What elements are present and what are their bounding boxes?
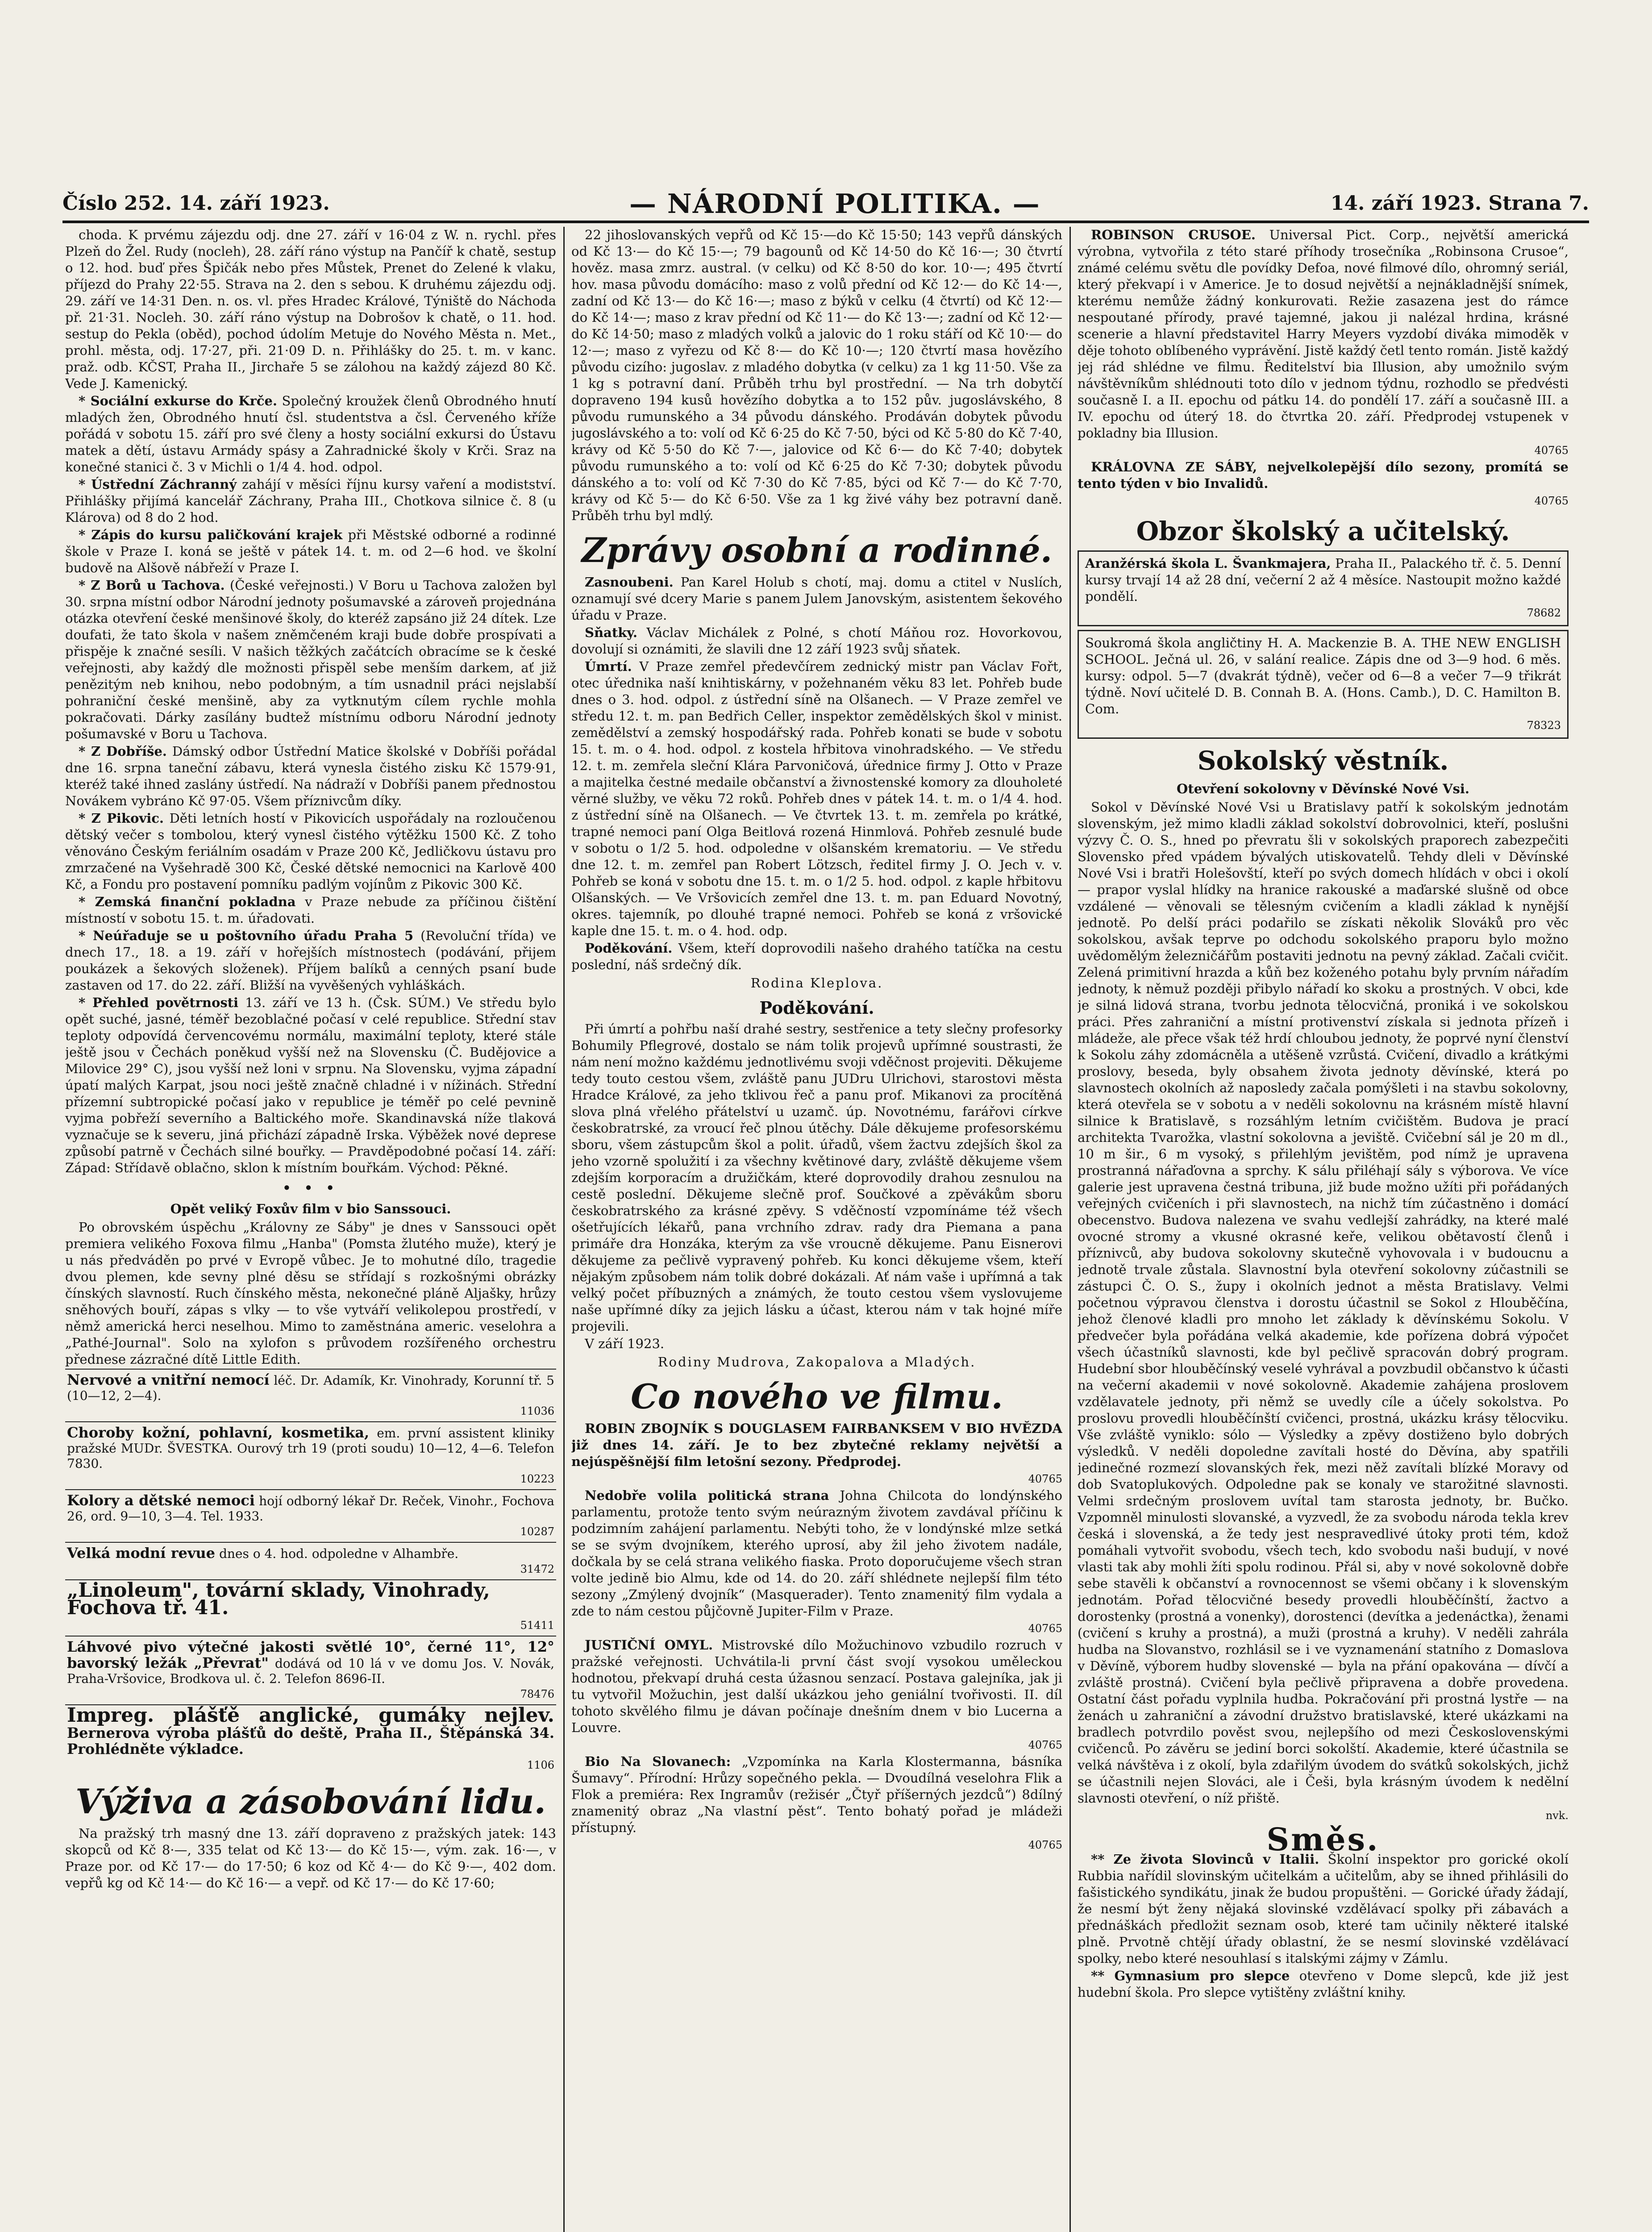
news-item (65, 928, 556, 994)
column-3 (1078, 227, 1569, 2232)
ad-code: 40765 (1028, 1839, 1062, 1851)
news-text: 13. září ve 13 h. (Čsk. SÚM.) Ve středu bylo opět suché, jasné, téměř bezoblačné počasí v celé republice. Střední stav teploty odpovídá červencovému normálu, maximální teploty, které stále ještě jsou v Čechách poněkud vyšší než na Slovensku (Č. Budějovice a Milovice 29° C), jsou vyšší než loni v srpnu. Na Slovensku, vyjma západní úpatí malých Karpat, jsou noci ještě značně chladné i v nížinách. Střední přízemní subtropické počasí jako v republice je téměř po celé pevnině vyjma pobřeží severního a Baltického moře. Skandinavská níže tlaková vyznačuje se k severu, jiná přichází západně Irska. Výběžek nové deprese způsobí patrně v Čechách silné bouřky. — Pravděpodobné počasí 14. září: Západ: Střídavě oblačno, sklon k místním bouřkám. Východ: Pěkné. (65, 995, 556, 1175)
news-item (65, 810, 556, 893)
news-item (65, 743, 556, 809)
section-heading-film: Co nového ve filmu. (631, 1377, 1003, 1416)
ad-code: 51411 (520, 1619, 554, 1632)
classified-ad (65, 1369, 556, 1421)
news-text: při Městské odborné a rodinné škole v Praze I. koná se ještě v pátek 14. t. m. od 2—6 hod. ve školní budově na Alšově nábřeží v Praze I. (65, 527, 556, 575)
ad-text: léč. Dr. Adamík, Kr. Vinohrady, Korunní tř. 5 (10—12, 2—4). (67, 1373, 554, 1403)
ad-code: 40765 (1534, 444, 1569, 457)
film-item (571, 1420, 1062, 1470)
news-text: Děti letních hostí v Pikovicích uspořádaly na rozloučenou dětský večer s tombolou, který vynesl čistého výtěžku 1500 Kč. Z toho věnováno Českým feriálním osadám v Praze 200 Kč, Jedličkovu ústavu pro zmrzačené na Vyšehradě 300 Kč, České dětské nemocnici na Karlově 400 Kč, a Fondu pro postavení pomníku padlým vojínům z Pikovic 300 Kč. (65, 811, 556, 892)
news-item (65, 393, 556, 475)
article-text: 22 jihoslovanských vepřů od Kč 15·—do Kč 15·50; 143 vepřů dánských od Kč 13·— do Kč 15·—; 79 bagounů od Kč 14·50 do Kč 16·—; 30 čtvrtí hověz. masa zmrz. austral. (v celku) od Kč 8·50 do kor. 10·—; 495 čtvrtí hov. masa původu domácího: maso z volů přední od Kč 12·— do Kč 14·—, zadní od Kč 13·— do Kč 16·—; maso z býků v celku (4 čtvrtí) od Kč 12·— do Kč 14·—; maso z krav přední od Kč 11·— do Kč 13·—; zadní od Kč 12·— do Kč 14·50; maso z mladých volků a jalovic do 1 roku stáří od Kč 10·— do 12·—; maso z vyřezu od Kč 8·— do Kč 10·—; 120 čtvrtí masa hovězího původu cizího: jugoslav. z mladého dobytka (v celku) za 1 kg 11·50. Vše za 1 kg s potravní daní. Průběh trhu byl prostřední. — Na trh dobytčí dopraveno 194 kusů hovězího dobytka a to 152 pův. jugoslávského, 8 původu rumunského a 34 původu dánského. Prodáván dobytek původu jugoslávského a to: volí od Kč 6·25 do Kč 7·50, býci od Kč 5·80 do Kč 7·40, krávy od Kč 5·50 do Kč 7·—, jalovice od Kč 6·— do Kč 7·40; dobytek původu rumunského a to: volí od Kč 6·25 do Kč 7·30; dobytek původu dánského a to: volí od Kč 7·30 do Kč 7·85, býci od Kč 7·— do Kč 7·70, krávy od Kč 5·— do Kč 6·50. Vše za 1 kg živé váhy bez potravní daně. Průběh trhu byl mdlý. (571, 227, 1062, 523)
ad-code: 31472 (520, 1563, 554, 1575)
news-item (65, 995, 556, 1176)
news-title: ** Ze života Slovinců v Italii. (1091, 1852, 1319, 1867)
ad-title: Choroby kožní, pohlavní, kosmetika, (67, 1424, 370, 1441)
film-item (1078, 227, 1569, 441)
ad-code: 40765 (1028, 1622, 1062, 1635)
ad-code: 10287 (520, 1525, 554, 1538)
section-heading-obzor: Obzor školský a učitelský. (1136, 516, 1510, 546)
article-text: Na pražský trh masný dne 13. září dopraveno z pražských jatek: 143 skopců od Kč 8·—, 335 telat od Kč 13·— do Kč 15·—, vým. zak. 16·—, v Praze por. od Kč 17·— do 17·50; 6 koz od Kč 4·— do Kč 9·—, 402 dom. vepřů kg od Kč 14·— do Kč 16·— a vepř. od Kč 17·— do Kč 17·60; (65, 1826, 556, 1891)
newspaper-title: — NÁRODNÍ POLITIKA. — (629, 188, 1040, 220)
news-text: v Praze nebude za příčinou čištění místností v sobotu 15. t. m. úřadovati. (65, 894, 556, 926)
film-text: Johna Chilcota do londýnského parlamentu, protože tento svým neúrazným životem zavdával příčinu k podzimním zahájení parlamentu. Nebýti toho, že v londýnské mlze setká se se svým dvojníkem, kterého uprosí, aby žil jeho životem nadále, dočkala by se celá strana velikého fiaska. Proto doporučujeme všech stran volte jedině bio Almu, kde od 14. do 20. září shlédnete nejlepší film této sezony „Zmýlený dvojník“ (Masquerader). Tento znamenitý film vydala a zde to nám cestou půjčovně Jupiter-Film v Praze. (571, 1488, 1062, 1619)
news-title: ** Gymnasium pro slepce (1091, 1968, 1290, 1983)
sokol-subheading: Otevření sokolovny v Děvínské Nové Vsi. (1177, 781, 1469, 796)
news-title: * Ústřední Záchranný (79, 477, 237, 492)
classified-ad (65, 1579, 556, 1636)
school-ad-title: Aranžérská škola L. Švankmajera, (1085, 556, 1331, 571)
ad-title: „Linoleum", tovární sklady, Vinohrady, (67, 1579, 490, 1602)
news-text: Pan Karel Holub s chotí, maj. domu a ctitel v Nuslích, oznamují své dcery Marie s panem Julem Janovským, asistentem šekového úřadu v Praze. (571, 575, 1062, 623)
news-item (1078, 1851, 1569, 1967)
news-title: Sňatky. (585, 625, 637, 640)
film-title: Bio Na Slovanech: (585, 1754, 731, 1769)
sokol-text: Sokol v Děvínské Nové Vsi u Bratislavy patří k sokolským jednotám slovenským, jež mimo kladli základ sokolství dobrovolnici, kteří, poslušni výzvy Č. O. S., hned po převratu šli v sokolských praporech zabezpečiti Slovensko před vpádem bývalých utiskovatelů. Tehdy dleli v Děvínské Nové Vsi i bratři Holešovští, kteří po svých domech hlídách v obci i okolí — prapor vyslal hlídky na hranice rakouské a maďarské slušně od obce vzdálené — věnovali se tělesným cvičením a kladli základ k nynější jednotě. Po delší práci podařilo se získati několik Slováků pro věc sokolskou, avšak teprve po odchodu sokolského praporu bylo možno uvědomělým železničářům postaviti jednotu na pevný základ. Začali cvičit. Zelená primitivní hrazda a kůň bez koženého potahu byly prvním nářadím jednoty, k němuž později přibylo nářadí ko skoku a prostných. V obci, kde je silná lidová strana, tvorbu jednota tělocvičná, proniká i ve sokolskou práci. Přes zahraniční a místní protivenství získala si jednota přízeň i mládeže, ale přece však též hrdí chloubou jednoty, že poprvé nyní členství k Sokolu záhy zdomácněla a utěšeně vzrůstá. Cvičení, divadlo a krátkými proslovy, beseda, byly obsahem života jednoty děvínské, která po slavnostech okolních až naposledy začala pomýšleti i na stavbu sokolovny, která otevřela se v sobotu a v neděli sokolovnu na krásném místě hlavní silnice k Bratislavě, s rozsáhlým letním cvičištěm. Budova je prací architekta Tvarožka, vlastní sokolovna a jeviště. Cvičební sál je 20 m dl., 10 m šir., 6 m vysoký, s přilehlým jevištěm, pod nímž je upravena prostranná nářaďovna a sprchy. K sálu přiléhají sály s výborova. Ve více galerie jest upravena čestná tribuna, již bude možno užíti při pořádaných veřejných cvičeních i při slavnostech, na nichž tím zúčastněno i domácí obecenstvo. Budova nalezena ve svahu vedlejší zahrádky, na které malé ovocné stromy a vkusné okrasné keře, velikou obětavostí členů i příznivců, aby budova sokolovny skutečně vyhovovala i v budoucnu a jednotě trvale zůstala. Slavnostní byla otevření sokolovny zúčastnili se zástupci Č. O. S., župy i okolních jednot a města Bratislavy. Velmi početnou výpravou členstva i dorostu účastnil se Sokol z Hlouběčína, jehož členové kladli pro mnoho let základy k děvínskému Sokolu. V předvečer byla pořádána velká akademie, kde pořízena dobrá výpočet všech účastníků slavnosti, kde byl pečlivě spracován dobrý program. Hudební sbor hlouběčínský veselé vyhrával a povzbudil občanstvo k účasti na večerní akademii v nové sokolovně. Akademie zahájena proslovem vzdělavatele jednoty, při němž se uvedly cíle a účely sokolstva. Po proslovu provedli hlouběčínští cvičenci, prostná, ukázku krásy tělocviku. Vše zvláště vyniklo: sólo — Výsledky a zpěvy dostiženo bylo dobrých výsledků. V neděli dopoledne zavítali hosté do Děvína, aby spatřili jedinečné rozmezí slovanských řek, mezi něž zavítali blízké Moravy od dob Svatoplukových. Odpoledne pak se konaly ve starožitné slavnosti. Velmi srdečným proslovem uvítal tam starosta jednoty, br. Bučko. Vzpomněl minulosti slovanské, a vyzvedl, že za svobodu národa tekla krev česká i slovenská, a že tedy jest nespravedlivé útoky proti tém, kdož pomáhali vytvořit svobodu, všech tech, kdo svobodu naši budují, v nové vlasti tak aby mohli žíti spolu rodinou. Přál si, aby v nové sokolovně dobře sebe stavěli k občanství a rovnocennost se všemi občany i k slovenským jednotám. Pořad tělocvičné besedy provedli hlouběčínští, žactvo a dorostenky (prostná a vonenky), dorostenci (devítka a jedenáctka), ženami (cvičení s kruhy a prostná), a muži (prostná a kruhy). V neděli zahrála hudba na Slovanstvo, rozhlásil se i ve vyznamenání statního z Domaslova v Děvíně, výborem hudby slovenské — byla na přání opakována — dívčí a zvláště prostná). Cvičení byla pečlivě připravena a dobře provedena. Ostatní část pořadu vyplnila hudba. Pokračování při prostná lystře — na ženách u zahraniční a závodní družstvo bratislavské, které ukázkami na bradlech potvrdilo pověst svou, nejlepšího od mezi Československými cvičenců. Po závěru se jediní borci sokolští. Akademie, které účastnila se velká návštěva i z okolí, byla zdařilým úvodem do svátků sokolských, jichž se účastnili nejen Slováci, ale i Češi, byla krásným úvodem k nedělní slavnosti otevření, o níž přiště. (1078, 800, 1569, 1806)
thanks-date: V září 1923. (585, 1336, 665, 1351)
section-heading-sokol: Sokolský věstník. (1197, 745, 1449, 776)
news-text: Dámský odbor Ústřední Matice školské v Dobříši pořádal dne 16. srpna taneční zábavu, která vynesla čistého zisku Kč 1579·91, kteréž také ihned zaslány ústředí. Na nádraží v Dobříši panem přednostou Novákem vybráno Kč 97·05. Všem příznivcům díky. (65, 744, 556, 808)
film-item (571, 1753, 1062, 1836)
classified-ad (65, 1636, 556, 1704)
ad-code: 78682 (1527, 607, 1561, 619)
news-title: Zasnoubeni. (585, 575, 674, 590)
film-item (571, 1637, 1062, 1736)
thanks-text: Při úmrtí a pohřbu naší drahé sestry, sestřenice a tety slečny profesorky Bohumily Pflegrové, dostalo se nám tolik projevů upřímné soustrasti, že nám není možno každému jednotlivému svoji vděčnost projeviti. Děkujeme tedy touto cestou všem, zvláště panu JUDru Ulrichovi, starostovi města Hradce Králové, za jeho tklivou řeč a panu prof. Mikanovi za procítěná slova plná vřelého přátelství u uzamč. úp. Novotnému, farářovi církve českobratrské, za vroucí řeč plnou útěchy. Dále děkujeme profesorskému sboru, všem zástupcům škol a polit. úřadů, všem žactvu zdejších škol za jeho vzorně spolužití i za všechny květinové dary, zvláště děkujeme všem zdejším korporacím a družičkám, které doprovodily drahou zesnulou na cestě poslední. Děkujeme slečně prof. Součkové a zpěvákům sboru českobratrského za krásné zpěvy. S vděčností vzpomínáme též všech ošetřujících lékařů, pana vrchního zdrav. rady dra Piemana a pana primáře dra Honzáka, kterým za vše vroucně děkujeme. Panu Eisnerovi děkujeme za pečlivě vypravený pohřeb. Ku konci děkujeme všem, kteří nějakým způsobem nám tolik dobré dokázali. Ať nám vaše i upřímná a tak velký počet příbuzných a známých, že touto cestou všem vyslovujeme naše upřímné díky za jejich lásku a účast, kterou nám v tak hojné míře projevili. (571, 1021, 1062, 1334)
section-heading-osobni: Zprávy osobní a rodinné. (581, 530, 1053, 570)
ad-code: 40765 (1028, 1473, 1062, 1485)
school-ad-text: Soukromá škola angličtiny H. A. Mackenzie B. A. THE NEW ENGLISH SCHOOL. Ječná ul. 26, v salání realice. Zápis dne od 3—9 hod. 6 měs. kursy: odpol. 5—7 (dvakrát týdně), večer od 6—8 a večer 7—9 třikrát týdně. Noví učitelé D. B. Connah B. A. (Hons. Camb.), D. C. Hamilton B. Com. (1085, 635, 1561, 716)
ad-text: Bernerova výroba plášťů do deště, Praha II., Štěpánská 34. Prohlédněte výkladce. (67, 1724, 554, 1757)
news-text: Školní inspektor pro gorické okolí Rubbia nařídil slovinským učitelkám a učitelům, aby se ihned přihlásili do fašistického syndikátu, jinak že budou propuštěni. — Gorické úřady žádají, že nesmí být ženy nějaká slovinské vzdělávací spolky při zábavách a přednáškách předložit seznam osob, které tam učinily některé italské plně. Prvotně chtějí úřady oblastní, že se nesmí slovinské vzdělávací spolky, nebo které nesouhlasí s italskými zájmy v Zámlu. (1078, 1852, 1569, 1966)
news-title: * Z Borů u Tachova. (79, 578, 225, 593)
page-header (62, 188, 1589, 220)
classified-ad (65, 1489, 556, 1542)
school-ad (1078, 630, 1569, 739)
news-text: otevřeno v Dome slepců, kde již jest hudební škola. Pro slepce vytištěny zvláštní knihy. (1078, 1968, 1569, 2000)
ad-code: 40765 (1028, 1739, 1062, 1751)
column-divider (563, 227, 565, 2232)
news-title: * Zemská finanční pokladna (79, 894, 296, 909)
news-item (571, 658, 1062, 939)
classified-ad (65, 1704, 556, 1775)
ad-title: Láhvové pivo výtečné jakosti světlé 10°, černé 11°, 12° bavorský ležák „Převrat" (67, 1638, 554, 1671)
film-text: „Vzpomínka na Karla Klostermanna, básníka Šumavy“. Přírodní: Hrůzy sopečného pekla. — Dvoudílná veselohra Flik a Flok a premiéra: Rex Ingramův (režisér „Čtyř příšerných jezdců“) 8dílný znamenitý obraz „Na vlastní pěst“. Tento bohatý pořad je mládeži přístupný. (571, 1754, 1062, 1835)
news-item (65, 577, 556, 742)
header-rule (62, 221, 1589, 223)
news-title: Úmrtí. (585, 659, 632, 674)
news-item (571, 940, 1062, 973)
ad-code: 40765 (1534, 495, 1569, 507)
film-title: JUSTIČNÍ OMYL. (585, 1637, 713, 1653)
film-item (1078, 459, 1569, 492)
column-1 (65, 227, 556, 2232)
news-item (65, 527, 556, 576)
issue-number: Číslo 252. 14. září 1923. (62, 192, 330, 215)
news-text: (České veřejnosti.) V Boru u Tachova založen byl 30. srpna místní odbor Národní jednoty pošumavské a zároveň projednána otázka otevření české menšinové školy, do kteréž zapsáno již 24 dítek. Lze doufati, že tato škola v našem zněmčeném kraji bude dobře prospívati a přispěje k značné sesíli. V našich těžkých začátcích obracíme se k české veřejnosti, aby každý dle možnosti přispěl sebe menším darkem, ať již penězitým neb knihou, nebo podobným, a tím usnadnil práci nejslabší pohraniční české menšině, aby za vytknutým cílem rychle mohla pokračovati. Dárky zasílány budtež místnímu odboru Národní jednoty pošumavské v Boru u Tachova. (65, 578, 556, 741)
article-text: choda. K prvému zájezdu odj. dne 27. září v 16·04 z W. n. rychl. přes Plzeň do Žel. Rudy (nocleh), 28. září ráno výstup na Pančíř k chatě, sestup o 12. hod. buď přes Špičák nebo přes Můstek, Prenet do Zelené k vlaku, příjezd do Prahy 22·55. Strava na 2. den s sebou. K druhému zájezdu odj. 29. září ve 14·31 Den. n. os. vl. přes Hradec Králové, Týniště do Náchoda př. 21·31. Nocleh. 30. září ráno výstup na Dobrošov k chatě, o 11. hod. sestup do Pekla (oběd), pochod údolím Metuje do Nového Města n. Met., prohl. města, odj. 17·27, při. 21·09 D. n. Přihlášky do 25. t. m. v kanc. praž. odb. KČST, Praha II., Jirchaře 5 se zálohou na každý zájezd 80 Kč. Vede J. Kamenický. (65, 227, 556, 391)
ad-text: Fochova tř. 41. (67, 1596, 229, 1619)
news-title: * Zápis do kursu paličkování krajek (79, 527, 343, 542)
news-text: (Revoluční třída) ve dnech 17., 18. a 19. září v hořejších místnostech (podávání, přijem poukázek a šekových složenek). Příjem balíků a cenných psaní bude zastaven od 17. do 22. září. Bližší na vyvěšených vyhláškách. (65, 928, 556, 993)
news-item (65, 476, 556, 526)
film-text: Universal Pict. Corp., největší americká výrobna, vytvořila z této staré příhody trosečníka „Robinsona Crusoe“, známé celému světu dle povídky Defoa, nové filmové dílo, ohromný seriál, který překvapí i v Americe. Je to dosud největší a nejnákladnější snímek, kterému nemůže žádný konkurovati. Režie zasazena jest do rámce nespoutané přírody, pravé tajemné, jakou ji nalézal hrdina, krásné scenerie a hlavní představitel Harry Meyers vyzdobí diváka mimoděk v děje tohoto oblíbeného vyprávění. Jistě každý četl tento román. Jistě každý jej rád shlédne ve filmu. Ředitelství bia Illusion, aby umožnilo svým návštěvníkům shlédnouti toto dílo v jednom týdnu, rozhodlo se předvésti současně I. a II. epochu od pátku 14. do pondělí 17. září a současně III. a IV. epochu od úterý 18. do čtvrtka 20. září. Předprodej vstupenek v pokladny bia Illusion. (1078, 227, 1569, 441)
ornament-separator: • • • (283, 1180, 339, 1195)
signature: Rodina Kleplova. (750, 975, 883, 991)
thanks-heading: Poděkování. (759, 998, 874, 1018)
film-text: Mistrovské dílo Možuchinovo vzbudilo rozruch v pražské veřejnosti. Uchvátila-li první část svojí vysokou uměleckou hodnotou, překvapí druhá cesta úžasnou senzací. Postava galejníka, jak ji tu vytvořil Možuchin, jest další ukázkou jeho geniální tvořivosti. II. díl tohoto skvělého filmu je dávan počínaje dnešním dnem v bio Lucerna a Louvre. (571, 1637, 1062, 1735)
school-ad-text: Praha II., Palackého tř. č. 5. Denní kursy trvají 14 až 28 dní, večerní 2 až 4 měsíce. Nastoupit možno každé pondělí. (1085, 556, 1561, 604)
school-ad (1078, 550, 1569, 626)
news-text: V Praze zemřel předevčírem zednický mistr pan Václav Fořt, otec úřednika naší knihtiskárny, v požehnaném věku 83 let. Pohřeb bude dnes o 3. hod. odpol. z ústřední síně na Olšanech. — V Praze zemřel ve středu 12. t. m. pan Bedřich Celler, inspektor zemědělských škol v minist. zemědělství a zemský hospodářský rada. Pohřeb konati se bude v sobotu 15. t. m. o 4. hod. odpol. z kostela hřbitova vinohradského. — Ve středu 12. t. m. zemřela sleční Klára Parvoničová, úřednice firmy J. Otto v Praze a majitelka čestné medaile občanství a živnostenské komory za dlouholeté věrné služby, ve věku 72 roků. Pohřeb dnes v pátek 14. t. m. o 1/4 4. hod. z ústřední síně na Olšanech. — Ve čtvrtek 13. t. m. zemřela po krátké, trapné nemoci paní Olga Beitlová rozená Hinmlová. Pohřeb zesnulé bude v sobotu o 1/2 5. hod. odpoledne v olšanském krematoriu. — Ve středu dne 12. t. m. zemřel pan Robert Lötzsch, ředitel firmy J. O. Jech v. v. Pohřeb se koná v sobotu dne 15. t. m. o 1/2 5. hod. odpol. z kaple hřbitovu Olšanských. — Ve Vršovicích zemřel dne 13. t. m. pan Eduard Novotný, okres. tajemník, po dlouhé trapné nemoci. Pohřeb se koná z vršovické kaple dne 15. t. m. o 4. hod. odp. (571, 659, 1062, 938)
film-text: Po obrovském úspěchu „Královny ze Sáby" je dnes v Sanssouci opět premiera velikého Foxova filmu „Hanba" (Pomsta žlutého muže), který je u nás předváděn po prvé v Evropě vůbec. Je to mohutné dílo, tragedie dvou plemen, kde sevny plné děsu se střídají s rozkošnými obrázky čínských slavností. Ruch čínského města, nekonečné pláně Aljašky, hrůzy sněhových bouří, zápas s vlky — to vše vytváří velikolepou prostředí, v němž americká herci neselhou. Mimo to zaměstnána americ. veselohra a „Pathé-Journal". Solo na xylofon s průvodem rozšířeného orchestru přednese zázračné dítě Little Edith. (65, 1220, 556, 1367)
ad-title: Velká modní revue (67, 1545, 216, 1562)
ad-text: hojí odborný lékař Dr. Reček, Vinohr., Fochova 26, ord. 9—10, 3—4. Tel. 1933. (67, 1494, 554, 1524)
news-item (571, 574, 1062, 624)
ad-title: Kolory a dětské nemoci (67, 1492, 255, 1509)
news-title: * Neúřaduje se u poštovního úřadu Praha 5 (79, 928, 414, 943)
ad-title: Nervové a vnitřní nemocí (67, 1371, 270, 1388)
section-heading-vyziva: Výživa a zásobování lidu. (75, 1782, 546, 1821)
news-title: * Přehled povětrnosti (79, 995, 239, 1010)
news-text: zahájí v měsíci říjnu kursy vaření a modistství. Přihlášky přijímá kancelář Záchrany, Praha III., Chotkova silnice č. 8 (u Klárova) od 8 do 2 hod. (65, 477, 556, 525)
film-text: KRÁLOVNA ZE SÁBY, nejvelkolepější dílo sezony, promítá se tento týden v bio Invalidů. (1078, 459, 1569, 491)
ad-code: 78323 (1527, 719, 1561, 732)
ad-code: 11036 (520, 1405, 554, 1417)
news-title: * Z Pikovic. (79, 811, 164, 826)
ad-text: em. první assistent kliniky pražské MUDr. ŠVESTKA. Ourový trh 19 (proti soudu) 10—12, 4—6. Telefon 7830. (67, 1426, 555, 1471)
news-text: Václav Michálek z Polné, s chotí Máňou roz. Hovorkovou, dovolují si oznámiti, že slavili dne 12 září 1923 svůj sňatek. (571, 625, 1062, 657)
signature: Rodiny Mudrova, Zakopalova a Mladých. (657, 1354, 976, 1370)
ad-code: 10223 (520, 1473, 554, 1485)
ad-title: Impreg. plášťě anglické, gumáky nejlev. (67, 1704, 554, 1727)
news-item (1078, 1968, 1569, 2001)
classified-ad (65, 1421, 556, 1489)
column-2 (571, 227, 1062, 2232)
author-signature: nvk. (1545, 1809, 1569, 1822)
film-text: ROBIN ZBOJNÍK S DOUGLASEM FAIRBANKSEM V BIO HVĚZDA již dnes 14. září. Je to bez zbytečné reklamy největší a nejúspěšnější film letošní sezony. Předprodej. (571, 1421, 1062, 1469)
film-title: ROBINSON CRUSOE. (1091, 227, 1256, 242)
ad-code: 1106 (527, 1759, 554, 1771)
classified-ad (65, 1542, 556, 1579)
film-title: Nedobře volila politická strana (585, 1488, 829, 1503)
news-item (571, 625, 1062, 658)
ad-text: dodává od 10 lá v ve domu Jos. V. Novák, Praha-Vršovice, Brodkova ul. č. 2. Telefon 8696-II. (67, 1656, 554, 1686)
news-text: Všem, kteří doprovodili našeho drahého tatíčka na cestu poslední, náš srdečný dík. (571, 941, 1062, 972)
news-text: Společný kroužek členů Obrodného hnutí mladých žen, Obrodného hnutí čsl. studentstva a čsl. Červeného kříže pořádá v sobotu 15. září pro své členy a hosty sociální exkursi do Ústavu matek a dětí, ústavu Armády spásy a Zahradnické školy v Krči. Sraz na konečné stanici č. 3 v Michli o 1/4 4. hod. odpol. (65, 393, 556, 475)
news-title: Poděkování. (585, 941, 673, 956)
ad-code: 78476 (520, 1688, 554, 1700)
column-divider (1069, 227, 1071, 2232)
page-number: 14. září 1923. Strana 7. (1330, 192, 1589, 215)
ad-text: dnes o 4. hod. odpoledne v Alhambře. (219, 1546, 459, 1561)
news-title: * Z Dobříše. (79, 744, 167, 759)
film-item (571, 1487, 1062, 1620)
news-item (65, 894, 556, 927)
section-heading-smes: Směs. (1266, 1821, 1380, 1858)
news-title: * Sociální exkurse do Krče. (79, 393, 277, 408)
film-heading: Opět veliký Foxův film v bio Sanssouci. (170, 1201, 451, 1216)
